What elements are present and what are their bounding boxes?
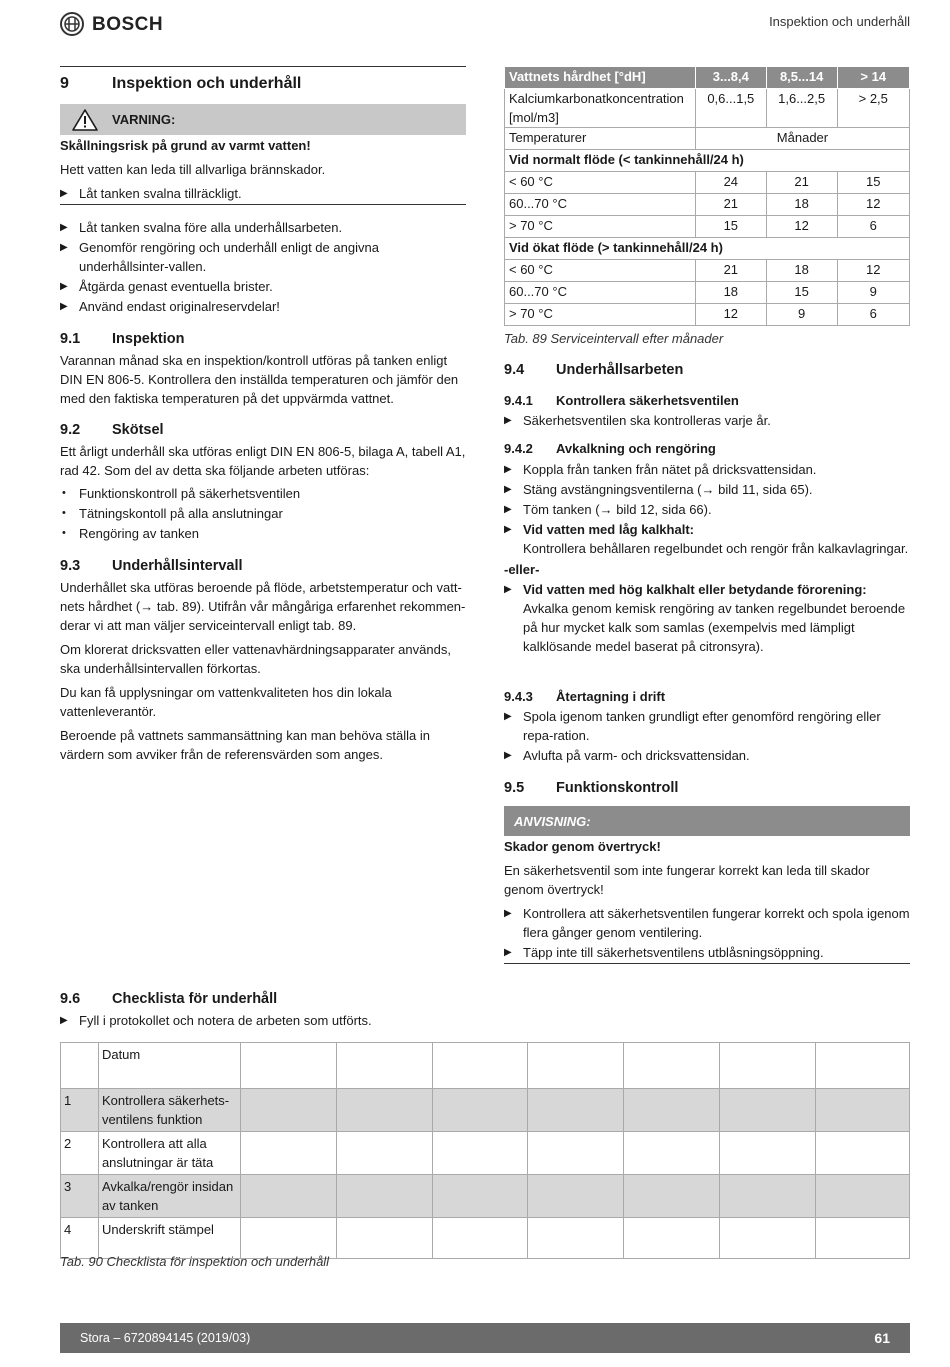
high-lime-heading: ▶ Vid vatten med hög kalkhalt eller betydande förorening:	[523, 582, 867, 597]
list-item: ▶ Genomför rengöring och underhåll enligt de angivna underhållsinter-vallen.	[60, 238, 466, 276]
check-cell[interactable]	[816, 1089, 910, 1132]
row-number: 2	[61, 1132, 99, 1175]
list-item: ▶ Fyll i protokollet och notera de arbeten som utförts.	[60, 1011, 560, 1030]
warning-headline: Skållningsrisk på grund av varmt vatten!	[60, 138, 311, 153]
table-group-row	[505, 150, 910, 172]
check-cell[interactable]	[528, 1132, 624, 1175]
row-number: 1	[61, 1089, 99, 1132]
table-group-row	[505, 238, 910, 260]
table-header-row	[505, 67, 910, 89]
notice-steps	[504, 904, 910, 962]
table-cell: 12	[837, 194, 909, 216]
table-cell: 0,6...1,5	[695, 89, 766, 128]
check-cell[interactable]	[816, 1175, 910, 1218]
table-cell: Månader	[695, 128, 909, 150]
task-label: Underskrift stämpel	[98, 1218, 240, 1259]
warning-content	[60, 136, 466, 203]
section-number: 9.5	[504, 780, 525, 796]
table-row	[505, 172, 910, 194]
table-row	[505, 128, 910, 150]
table-cell: > 2,5	[837, 89, 909, 128]
list-item: ▶ Säkerhetsventilen ska kontrolleras varje år.	[504, 411, 910, 430]
notice-label: ANVISNING:	[514, 813, 591, 829]
table-header-cell: Vattnets hårdhet [°dH]	[505, 67, 696, 89]
table-89-caption: Tab. 89 Serviceintervall efter månader	[504, 331, 724, 346]
table-row	[61, 1175, 910, 1218]
section-title: Avkalkning och rengöring	[556, 441, 716, 456]
table-cell: 21	[766, 172, 837, 194]
table-row	[61, 1043, 910, 1089]
section-9-4-2-heading	[504, 439, 716, 458]
warning-text: Hett vatten kan leda till allvarliga brännskador.	[60, 162, 326, 177]
low-lime-heading: ▶ Vid vatten med låg kalkhalt:	[523, 522, 694, 537]
section-9-4-1-heading	[504, 391, 739, 410]
warning-bar	[60, 104, 466, 135]
brand-name: BOSCH	[92, 13, 164, 35]
list-item: ▶ Låt tanken svalna före alla underhållsarbeten.	[60, 218, 466, 237]
low-lime-text: Kontrollera behållaren regelbundet och rengör från kalkavlagringar.	[523, 541, 909, 556]
check-cell[interactable]	[432, 1089, 528, 1132]
section-number: 9.4.3	[504, 689, 533, 704]
table-cell: 15	[837, 172, 909, 194]
check-cell[interactable]	[816, 1218, 910, 1259]
check-cell[interactable]	[432, 1218, 528, 1259]
paragraph: Du kan få upplysningar om vattenkvaliteten hos din lokala vattenleverantör.	[60, 685, 392, 719]
warning-steps	[60, 184, 466, 203]
notice-bar	[504, 806, 910, 836]
section-number: 9.2	[60, 422, 81, 438]
table-row	[505, 282, 910, 304]
check-cell[interactable]	[528, 1175, 624, 1218]
warning-triangle-icon	[72, 108, 98, 132]
table-cell: 21	[695, 194, 766, 216]
check-cell[interactable]	[336, 1218, 432, 1259]
section-9-1-heading	[60, 330, 185, 349]
check-cell[interactable]	[336, 1089, 432, 1132]
section-title: Underhållsarbeten	[556, 362, 684, 378]
brand-logo	[60, 10, 180, 38]
check-cell[interactable]	[816, 1132, 910, 1175]
list-item: • Tätningskontoll på alla anslutningar	[60, 504, 466, 523]
section-title: Inspektion och underhåll	[112, 75, 302, 92]
running-header: Inspektion och underhåll	[769, 14, 910, 29]
section-9-4-1-steps	[504, 411, 910, 430]
check-cell[interactable]	[624, 1218, 720, 1259]
section-9-3-text	[60, 578, 466, 764]
check-cell[interactable]	[432, 1175, 528, 1218]
check-cell[interactable]	[720, 1132, 816, 1175]
table-cell: 12	[837, 260, 909, 282]
table-cell: 18	[695, 282, 766, 304]
list-item: ▶ Använd endast originalreservdelar!	[60, 297, 466, 316]
page-footer	[60, 1323, 910, 1353]
paragraph: Beroende på vattnets sammansättning kan man behöva ställa in värdern som avviker från de referensvärden som anges.	[60, 728, 431, 762]
task-label: Kontrollera att alla anslutningar är täta	[98, 1132, 240, 1175]
section-title: Funktionskontroll	[556, 780, 679, 796]
notice-end-rule	[504, 963, 910, 964]
table-header-cell: > 14	[837, 67, 909, 89]
check-cell[interactable]	[720, 1175, 816, 1218]
table-group-label: Vid ökat flöde (> tankinnehåll/24 h)	[505, 238, 910, 260]
table-cell: 9	[766, 304, 837, 326]
date-cell[interactable]	[336, 1043, 432, 1089]
check-cell[interactable]	[528, 1218, 624, 1259]
row-number: 3	[61, 1175, 99, 1218]
section-number: 9	[60, 75, 69, 92]
or-separator: -eller-	[504, 562, 540, 577]
list-item: ▶ Kontrollera att säkerhetsventilen fungerar korrekt och spola igenom flera gånger genom ventilering.	[504, 904, 910, 942]
list-item: ▶ Åtgärda genast eventuella brister.	[60, 277, 466, 296]
check-cell[interactable]	[336, 1132, 432, 1175]
list-item: • Rengöring av tanken	[60, 524, 466, 543]
section-9-3-heading	[60, 557, 243, 576]
table-cell: > 70 °C	[505, 304, 696, 326]
table-cell: 12	[766, 216, 837, 238]
task-label: Avkalka/rengör insidan av tanken	[98, 1175, 240, 1218]
section-9-4-3-steps	[504, 707, 910, 765]
table-row	[505, 89, 910, 128]
table-cell: 18	[766, 194, 837, 216]
table-cell: 6	[837, 216, 909, 238]
page-number: 61	[874, 1329, 890, 1346]
check-cell[interactable]	[624, 1132, 720, 1175]
notice-content	[504, 837, 910, 962]
table-cell: < 60 °C	[505, 260, 696, 282]
table-cell: 15	[695, 216, 766, 238]
table-cell	[61, 1043, 99, 1089]
section-number: 9.4.1	[504, 393, 533, 408]
paragraph: Underhållet ska utföras beroende på flöde, arbetstemperatur och vatt-nets hårdhet (→ tab. 89). Utifrån vår mångåriga erfarenhet rekommen-derar vi att man väljer serviceintervall enligt tab. 89.	[60, 580, 466, 633]
date-cell[interactable]	[528, 1043, 624, 1089]
table-header-cell: 3...8,4	[695, 67, 766, 89]
section-9-heading	[60, 74, 301, 93]
table-cell: < 60 °C	[505, 172, 696, 194]
table-cell: Kalciumkarbonatkoncentration [mol/m3]	[505, 89, 696, 128]
warning-end-rule	[60, 204, 466, 205]
section-title: Skötsel	[112, 422, 164, 438]
paragraph: Om klorerat dricksvatten eller vattenavhärdningsapparater används, ska underhållsintervallen förkortas.	[60, 642, 451, 676]
list-item: ▶ Avlufta på varm- och dricksvattensidan.	[504, 746, 910, 765]
check-cell[interactable]	[720, 1089, 816, 1132]
section-9-5-heading	[504, 779, 678, 798]
table-row	[505, 194, 910, 216]
table-cell: 24	[695, 172, 766, 194]
table-cell: 21	[695, 260, 766, 282]
list-item-low-lime	[504, 520, 910, 558]
date-cell[interactable]	[432, 1043, 528, 1089]
check-cell[interactable]	[624, 1089, 720, 1132]
section-number: 9.6	[60, 991, 81, 1007]
list-item: ▶ Täpp inte till säkerhetsventilens utblåsningsöppning.	[504, 943, 910, 962]
table-group-label: Vid normalt flöde (< tankinnehåll/24 h)	[505, 150, 910, 172]
hardness-interval-table	[504, 66, 910, 326]
section-9-steps	[60, 218, 466, 316]
table-row	[505, 216, 910, 238]
check-cell[interactable]	[240, 1132, 336, 1175]
section-9-2-text: Ett årligt underhåll ska utföras enligt DIN EN 806-5, bilaga A, tabell A1, rad 42. Som del av detta ska följande arbeten utföras:	[60, 444, 466, 478]
check-cell[interactable]	[336, 1175, 432, 1218]
datum-label: Datum	[98, 1043, 240, 1089]
check-cell[interactable]	[240, 1089, 336, 1132]
notice-text: En säkerhetsventil som inte fungerar korrekt kan leda till skador genom övertryck!	[504, 863, 870, 897]
warning-label: VARNING:	[112, 112, 176, 127]
section-title: Återtagning i drift	[556, 689, 666, 704]
table-cell: 60...70 °C	[505, 194, 696, 216]
section-number: 9.4.2	[504, 441, 533, 456]
table-row	[61, 1132, 910, 1175]
check-cell[interactable]	[528, 1089, 624, 1132]
table-cell: 60...70 °C	[505, 282, 696, 304]
section-9-4-3-heading	[504, 687, 665, 706]
row-number: 4	[61, 1218, 99, 1259]
list-item-high-lime	[504, 580, 910, 656]
section-title: Inspektion	[112, 331, 185, 347]
section-number: 9.1	[60, 331, 81, 347]
section-9-4-2-steps-high	[504, 580, 910, 656]
high-lime-text: Avkalka genom kemisk rengöring av tanken regelbundet beroende på hur mycket kalk som samlas (exempelvis med lämpligt kalklösande medel baserat på citronsyra).	[523, 601, 906, 654]
maintenance-checklist-table	[60, 1042, 910, 1259]
list-item: • Funktionskontroll på säkerhetsventilen	[60, 484, 466, 503]
table-cell: 1,6...2,5	[766, 89, 837, 128]
section-rule	[60, 66, 466, 67]
table-cell: 6	[837, 304, 909, 326]
section-title: Underhållsintervall	[112, 558, 243, 574]
section-9-4-heading	[504, 361, 683, 380]
section-title: Kontrollera säkerhetsventilen	[556, 393, 739, 408]
section-title: Checklista för underhåll	[112, 991, 278, 1007]
list-item: ▶ Töm tanken (→ bild 12, sida 66).	[504, 500, 910, 519]
table-cell: 15	[766, 282, 837, 304]
notice-headline: Skador genom övertryck!	[504, 839, 661, 854]
check-cell[interactable]	[720, 1218, 816, 1259]
table-cell: > 70 °C	[505, 216, 696, 238]
section-9-6-heading	[60, 990, 277, 1009]
table-cell: 9	[837, 282, 909, 304]
table-row	[505, 260, 910, 282]
check-cell[interactable]	[624, 1175, 720, 1218]
section-9-4-2-steps	[504, 460, 910, 558]
date-cell[interactable]	[240, 1043, 336, 1089]
list-item: ▶ Låt tanken svalna tillräckligt.	[60, 184, 466, 203]
section-9-2-heading	[60, 421, 164, 440]
date-cell[interactable]	[816, 1043, 910, 1089]
table-row	[505, 304, 910, 326]
table-cell: 18	[766, 260, 837, 282]
table-90-caption: Tab. 90 Checklista för inspektion och underhåll	[60, 1254, 330, 1269]
check-cell[interactable]	[240, 1175, 336, 1218]
check-cell[interactable]	[432, 1132, 528, 1175]
table-row	[61, 1089, 910, 1132]
table-cell: 12	[695, 304, 766, 326]
section-number: 9.4	[504, 362, 525, 378]
bosch-armature-icon	[60, 12, 84, 36]
date-cell[interactable]	[624, 1043, 720, 1089]
list-item: ▶ Spola igenom tanken grundligt efter genomförd rengöring eller repa-ration.	[504, 707, 910, 745]
section-9-1-text: Varannan månad ska en inspektion/kontroll utföras på tanken enligt DIN EN 806-5. Kontrollera den inställda temperaturen och jämför den med den faktiska temperaturen på det uppvärmda vattnet.	[60, 353, 459, 406]
date-cell[interactable]	[720, 1043, 816, 1089]
list-item: ▶ Stäng avstängningsventilerna (→ bild 11, sida 65).	[504, 480, 910, 499]
task-label: Kontrollera säkerhets-ventilens funktion	[98, 1089, 240, 1132]
section-9-6-steps	[60, 1011, 560, 1030]
table-header-cell: 8,5...14	[766, 67, 837, 89]
section-9-2-bullets	[60, 484, 466, 543]
table-cell: Temperaturer	[505, 128, 696, 150]
document-id: Stora – 6720894145 (2019/03)	[80, 1330, 251, 1345]
list-item: ▶ Koppla från tanken från nätet på dricksvattensidan.	[504, 460, 910, 479]
section-number: 9.3	[60, 558, 81, 574]
